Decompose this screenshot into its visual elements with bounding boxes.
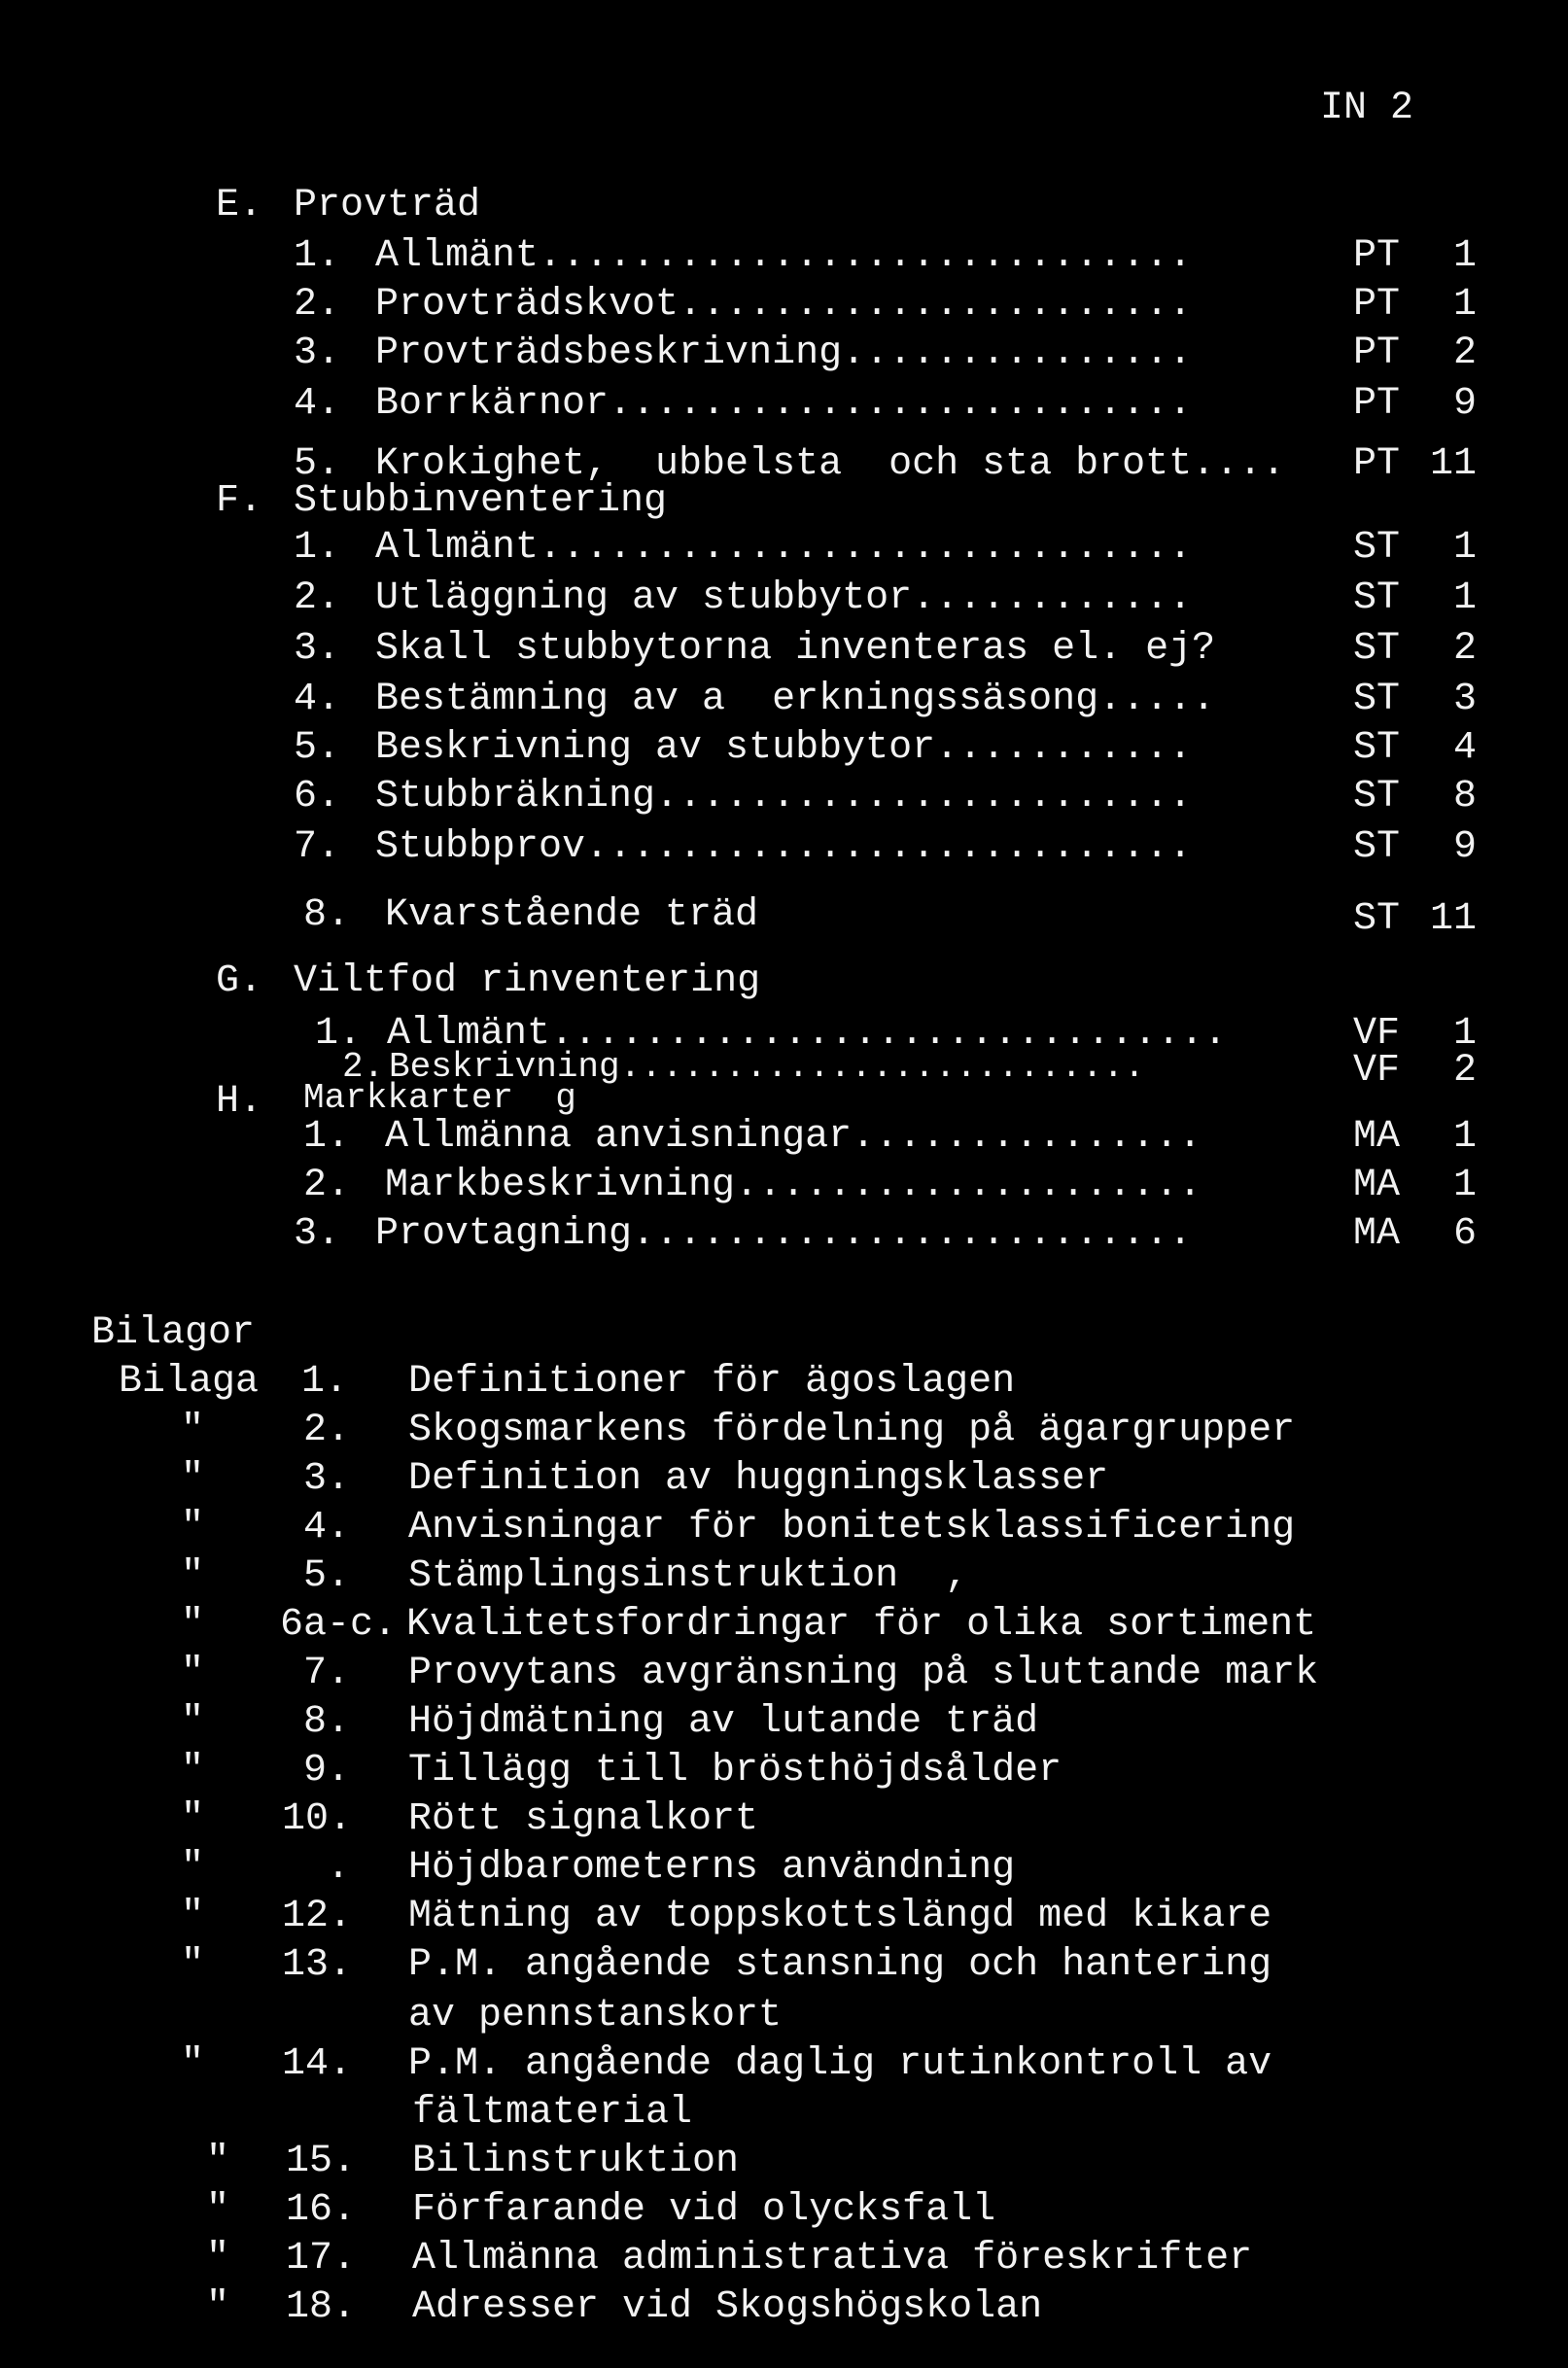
bilaga-num: 13.: [282, 1943, 353, 1987]
toc-num: 8.: [303, 893, 351, 937]
toc-label: Kvarstående träd: [385, 893, 759, 937]
toc-num: 7.: [294, 825, 341, 869]
toc-code: ST: [1353, 726, 1401, 770]
toc-code: VF: [1353, 1049, 1401, 1093]
toc-num: 2.: [342, 1047, 385, 1087]
toc-label: Utläggning av stubbytor............: [375, 576, 1193, 620]
toc-label: Allmänna anvisningar...............: [385, 1115, 1202, 1159]
bilaga-text: Mätning av toppskottslängd med kikare: [408, 1895, 1272, 1938]
toc-code: PT: [1353, 283, 1401, 327]
toc-page: 1: [1452, 1012, 1477, 1056]
bilaga-prefix: Bilaga: [119, 1360, 260, 1404]
bilaga-num: 3.: [303, 1457, 351, 1501]
toc-page: 11: [1429, 897, 1477, 941]
toc-num: 5.: [294, 442, 341, 486]
toc-num: 5.: [294, 726, 341, 770]
bilaga-text: Höjdmätning av lutande träd: [408, 1700, 1039, 1744]
toc-code: ST: [1353, 627, 1401, 671]
bilaga-text: P.M. angående stansning och hantering: [408, 1943, 1272, 1987]
bilaga-prefix: ": [181, 1457, 205, 1501]
toc-page: 4: [1452, 726, 1477, 770]
bilaga-num: 4.: [303, 1506, 351, 1550]
toc-page: 11: [1429, 442, 1477, 486]
toc-page: 9: [1452, 825, 1477, 869]
toc-num: 6.: [294, 775, 341, 818]
toc-label: Stubbprov..........................: [375, 825, 1193, 869]
toc-page: 1: [1452, 234, 1477, 278]
bilaga-text: Kvalitetsfordringar för olika sortiment: [406, 1603, 1317, 1647]
toc-label: Allmänt.............................: [387, 1012, 1228, 1056]
toc-page: 6: [1452, 1212, 1477, 1256]
toc-label: Markbeskrivning....................: [385, 1164, 1202, 1207]
toc-num: 2.: [303, 1164, 351, 1207]
bilaga-prefix: ": [181, 1749, 205, 1793]
toc-label: Stubbräkning.......................: [375, 775, 1193, 818]
bilaga-prefix: ": [181, 1797, 205, 1841]
toc-page: 1: [1452, 1164, 1477, 1207]
toc-code: MA: [1353, 1164, 1401, 1207]
toc-page: 1: [1452, 576, 1477, 620]
toc-num: 2.: [294, 283, 341, 327]
toc-code: MA: [1353, 1212, 1401, 1256]
bilaga-num: 1.: [301, 1360, 349, 1404]
bilaga-prefix: ": [181, 1846, 205, 1890]
toc-num: 4.: [294, 382, 341, 426]
section-h-letter: H.: [216, 1080, 263, 1124]
toc-label: Provträdsbeskrivning...............: [375, 331, 1193, 375]
toc-page: 3: [1452, 678, 1477, 721]
toc-code: PT: [1353, 442, 1401, 486]
section-g-letter: G.: [216, 959, 263, 1003]
toc-page: 1: [1452, 1115, 1477, 1159]
toc-page: 9: [1452, 382, 1477, 426]
bilaga-num: 6a-c.: [280, 1603, 398, 1647]
toc-num: 4.: [294, 678, 341, 721]
toc-code: ST: [1353, 897, 1401, 941]
toc-num: 3.: [294, 331, 341, 375]
section-e-letter: E.: [216, 184, 263, 227]
toc-label: Borrkärnor.........................: [375, 382, 1193, 426]
toc-label: Allmänt............................: [375, 234, 1193, 278]
bilaga-num: 5.: [303, 1554, 351, 1598]
bilaga-text: Förfarande vid olycksfall: [412, 2188, 996, 2232]
toc-code: PT: [1353, 331, 1401, 375]
toc-num: 1.: [303, 1115, 351, 1159]
toc-page: 2: [1452, 331, 1477, 375]
toc-num: 2.: [294, 576, 341, 620]
toc-code: ST: [1353, 825, 1401, 869]
bilaga-text: P.M. angående daglig rutinkontroll av: [408, 2042, 1272, 2086]
bilaga-text: Definitioner för ägoslagen: [408, 1360, 1016, 1404]
toc-label: Beskrivning.........................: [389, 1047, 1145, 1087]
bilaga-text: Allmänna administrativa föreskrifter: [412, 2237, 1253, 2281]
toc-code: PT: [1353, 234, 1401, 278]
bilaga-num: 18.: [286, 2285, 357, 2329]
bilaga-prefix: ": [181, 1943, 205, 1987]
bilaga-prefix: ": [181, 1506, 205, 1550]
bilaga-prefix: ": [181, 1409, 205, 1452]
toc-code: ST: [1353, 576, 1401, 620]
toc-num: 1.: [294, 526, 341, 570]
bilaga-prefix: ": [206, 2285, 230, 2329]
bilaga-num: 12.: [282, 1895, 353, 1938]
bilaga-prefix: ": [206, 2237, 230, 2281]
toc-num: 1.: [294, 234, 341, 278]
bilaga-text: Tillägg till brösthöjdsålder: [408, 1749, 1063, 1793]
bilaga-text: Provytans avgränsning på sluttande mark: [408, 1652, 1319, 1695]
section-g-title: Viltfod rinventering: [294, 959, 761, 1003]
toc-label: Provträdskvot......................: [375, 283, 1193, 327]
bilaga-text: Rött signalkort: [408, 1797, 759, 1841]
bilaga-prefix: ": [206, 2188, 230, 2232]
section-f-letter: F.: [216, 479, 263, 523]
bilaga-num: 15.: [286, 2140, 357, 2183]
toc-num: 3.: [294, 1212, 341, 1256]
toc-label: Allmänt............................: [375, 526, 1193, 570]
bilaga-text: Höjdbarometerns användning: [408, 1846, 1016, 1890]
section-f-title: Stubbinventering: [294, 479, 668, 523]
bilaga-prefix: ": [181, 1652, 205, 1695]
toc-code: ST: [1353, 678, 1401, 721]
toc-code: PT: [1353, 382, 1401, 426]
bilaga-prefix: ": [181, 1603, 205, 1647]
toc-code: MA: [1353, 1115, 1401, 1159]
bilaga-text-continuation: av pennstanskort: [408, 1994, 783, 2037]
bilaga-num: 17.: [286, 2237, 357, 2281]
toc-code: ST: [1353, 526, 1401, 570]
toc-page: 2: [1452, 627, 1477, 671]
toc-num: 3.: [294, 627, 341, 671]
toc-label: Beskrivning av stubbytor...........: [375, 726, 1193, 770]
bilaga-text: Stämplingsinstruktion ,: [408, 1554, 969, 1598]
toc-num: 1.: [315, 1012, 363, 1056]
bilaga-num: 2.: [303, 1409, 351, 1452]
bilaga-prefix: ": [181, 1895, 205, 1938]
bilaga-prefix: ": [206, 2140, 230, 2183]
section-h-title: Markkarter g: [303, 1078, 576, 1118]
bilaga-text: Anvisningar för bonitetsklassificering: [408, 1506, 1296, 1550]
bilaga-prefix: ": [181, 1700, 205, 1744]
bilaga-text: Skogsmarkens fördelning på ägargrupper: [408, 1409, 1296, 1452]
bilaga-text-continuation: fältmaterial: [412, 2091, 693, 2135]
page-id: IN 2: [1320, 87, 1414, 130]
bilaga-text: Adresser vid Skogshögskolan: [412, 2285, 1043, 2329]
bilaga-num: 7.: [303, 1652, 351, 1695]
section-e-title: Provträd: [294, 184, 481, 227]
bilaga-num: .: [327, 1846, 351, 1890]
toc-label: Bestämning av a erkningssäsong.....: [375, 678, 1216, 721]
toc-page: 1: [1452, 526, 1477, 570]
toc-label: Krokighet, ubbelsta och sta brott....: [375, 442, 1286, 486]
toc-code: VF: [1353, 1012, 1401, 1056]
bilaga-num: 16.: [286, 2188, 357, 2232]
toc-page: 2: [1452, 1049, 1477, 1093]
bilaga-text: Bilinstruktion: [412, 2140, 740, 2183]
toc-label: Skall stubbytorna inventeras el. ej?: [375, 627, 1216, 671]
bilaga-text: Definition av huggningsklasser: [408, 1457, 1109, 1501]
bilaga-num: 14.: [282, 2042, 353, 2086]
toc-label: Provtagning........................: [375, 1212, 1193, 1256]
bilaga-prefix: ": [181, 2042, 205, 2086]
bilagor-heading: Bilagor: [91, 1311, 256, 1355]
toc-code: ST: [1353, 775, 1401, 818]
bilaga-num: 9.: [303, 1749, 351, 1793]
bilaga-num: 10.: [282, 1797, 353, 1841]
toc-page: 1: [1452, 283, 1477, 327]
bilaga-prefix: ": [181, 1554, 205, 1598]
toc-page: 8: [1452, 775, 1477, 818]
bilaga-num: 8.: [303, 1700, 351, 1744]
